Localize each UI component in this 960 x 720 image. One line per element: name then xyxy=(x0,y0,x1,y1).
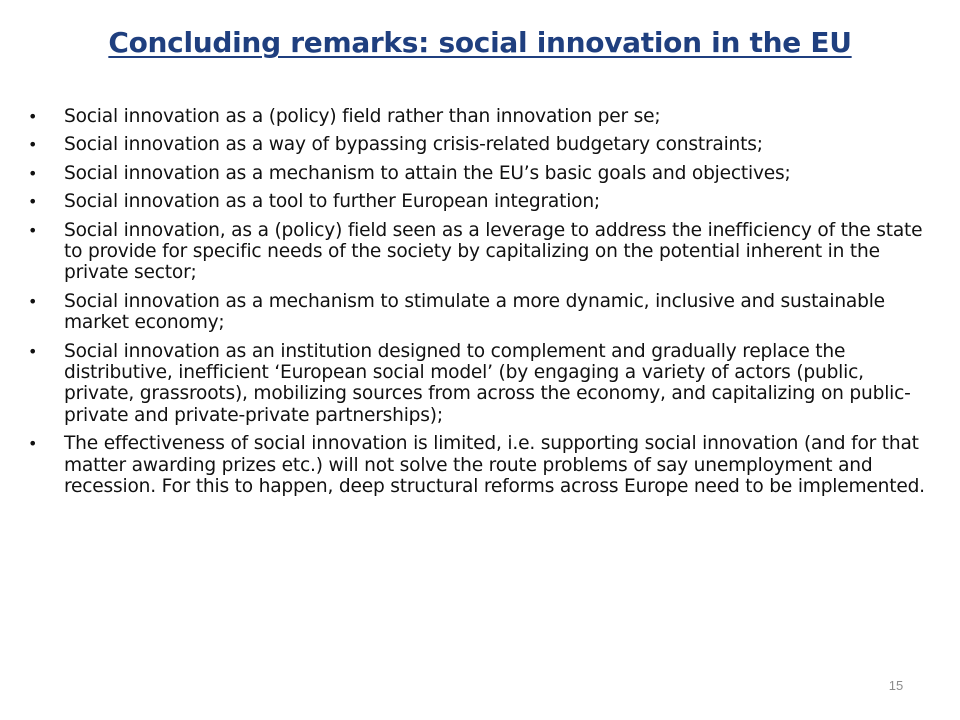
bullet-text: Social innovation as a mechanism to attain the EU’s basic goals and objectives; xyxy=(64,162,791,184)
bullet-item xyxy=(28,191,928,212)
bullet-icon: • xyxy=(28,163,38,183)
bullet-icon: • xyxy=(28,220,38,240)
bullet-text: The effectiveness of social innovation is limited, i.e. supporting social innovation (and for that matter awarding prizes etc.) will not solve the route problems of say unemployment and recession. For this to happen, deep structural reforms across Europe need to be implemented. xyxy=(64,433,925,498)
bullet-text: Social innovation, as a (policy) field seen as a leverage to address the inefficiency of the state to provide for specific needs of the society by capitalizing on the potential inherent in the private sector; xyxy=(64,219,923,284)
bullet-list xyxy=(28,106,928,505)
bullet-icon: • xyxy=(28,434,38,454)
bullet-item xyxy=(28,341,928,427)
bullet-text: Social innovation as an institution designed to complement and gradually replace the distributive, inefficient ‘European social model’ (by engaging a variety of actors (public, private, grassroots), mobilizing sources from across the economy, and capitalizing on public-private and private-private partnerships); xyxy=(64,340,911,426)
bullet-icon: • xyxy=(28,291,38,311)
bullet-item xyxy=(28,291,928,334)
bullet-icon: • xyxy=(28,341,38,361)
bullet-text: Social innovation as a way of bypassing crisis-related budgetary constraints; xyxy=(64,134,763,156)
bullet-icon: • xyxy=(28,192,38,212)
bullet-text: Social innovation as a mechanism to stimulate a more dynamic, inclusive and sustainable market economy; xyxy=(64,290,885,334)
bullet-item xyxy=(28,134,928,155)
bullet-item xyxy=(28,220,928,284)
slide-title: Concluding remarks: social innovation in the EU xyxy=(108,26,852,59)
bullet-item xyxy=(28,163,928,184)
bullet-text: Social innovation as a tool to further European integration; xyxy=(64,191,600,213)
bullet-icon: • xyxy=(28,135,38,155)
bullet-item xyxy=(28,106,928,127)
bullet-text: Social innovation as a (policy) field rather than innovation per se; xyxy=(64,106,661,127)
bullet-icon: • xyxy=(28,107,38,126)
bullet-item xyxy=(28,433,928,497)
page-number: 15 xyxy=(888,678,904,693)
